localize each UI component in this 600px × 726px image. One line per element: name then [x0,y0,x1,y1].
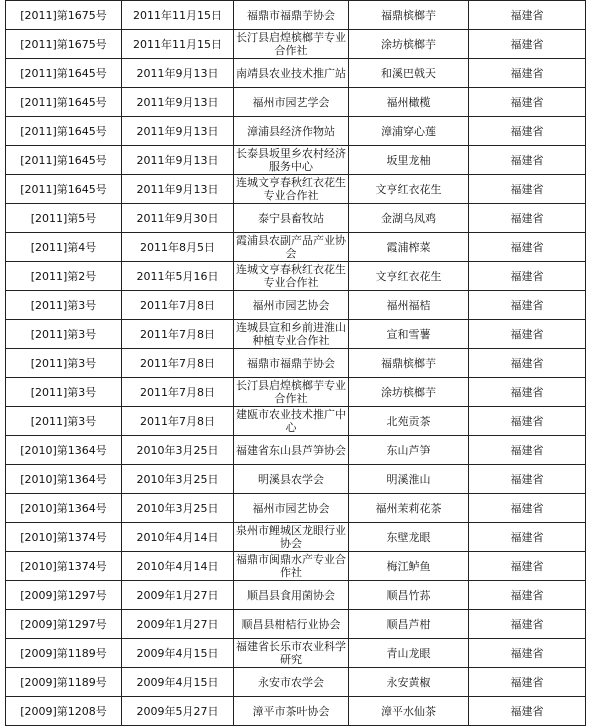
product-name-cell: 东山芦笋 [349,436,469,465]
announcement-number-cell: [2011]第3号 [6,407,122,436]
province-cell: 福建省 [469,581,586,610]
announcement-date-cell: 2011年9月13日 [122,59,234,88]
applicant-organization-cell: 南靖县农业技术推广站 [234,59,349,88]
product-name-cell: 永安黄椒 [349,668,469,697]
table-row [6,320,586,349]
announcement-date-cell: 2009年1月27日 [122,610,234,639]
table-row [6,668,586,697]
announcement-date-cell: 2011年11月15日 [122,1,234,30]
province-cell: 福建省 [469,59,586,88]
province-cell: 福建省 [469,668,586,697]
province-cell: 福建省 [469,204,586,233]
announcement-number-cell: [2011]第3号 [6,320,122,349]
product-name-cell: 和溪巴戟天 [349,59,469,88]
announcement-date-cell: 2011年9月13日 [122,175,234,204]
product-name-cell: 梅江鲈鱼 [349,552,469,581]
table-row [6,639,586,668]
applicant-organization-cell: 连城文亨春秋红衣花生专业合作社 [234,262,349,291]
product-name-cell: 涂坊槟榔芋 [349,30,469,59]
registry-table-container [5,0,586,726]
announcement-number-cell: [2011]第3号 [6,378,122,407]
announcement-date-cell: 2011年11月15日 [122,30,234,59]
product-name-cell: 东壁龙眼 [349,523,469,552]
product-name-cell: 文亨红衣花生 [349,262,469,291]
applicant-organization-cell: 福鼎市闽鼎水产专业合作社 [234,552,349,581]
applicant-organization-cell: 建瓯市农业技术推广中心 [234,407,349,436]
announcement-number-cell: [2011]第1645号 [6,146,122,175]
province-cell: 福建省 [469,610,586,639]
table-row [6,552,586,581]
announcement-number-cell: [2010]第1374号 [6,552,122,581]
table-row [6,494,586,523]
table-row [6,30,586,59]
table-row [6,465,586,494]
product-name-cell: 青山龙眼 [349,639,469,668]
announcement-number-cell: [2010]第1364号 [6,436,122,465]
announcement-date-cell: 2009年4月15日 [122,668,234,697]
product-name-cell: 金湖乌凤鸡 [349,204,469,233]
product-name-cell: 漳平水仙茶 [349,697,469,726]
table-row [6,117,586,146]
table-row [6,523,586,552]
table-row [6,146,586,175]
applicant-organization-cell: 福建省东山县芦笋协会 [234,436,349,465]
product-name-cell: 明溪淮山 [349,465,469,494]
province-cell: 福建省 [469,349,586,378]
announcement-date-cell: 2010年3月25日 [122,436,234,465]
product-name-cell: 漳浦穿心莲 [349,117,469,146]
table-row [6,175,586,204]
applicant-organization-cell: 漳浦县经济作物站 [234,117,349,146]
announcement-number-cell: [2009]第1189号 [6,639,122,668]
applicant-organization-cell: 福州市园艺学会 [234,88,349,117]
applicant-organization-cell: 泉州市鲤城区龙眼行业协会 [234,523,349,552]
table-row [6,233,586,262]
product-name-cell: 霞浦榨菜 [349,233,469,262]
province-cell: 福建省 [469,262,586,291]
announcement-number-cell: [2011]第1645号 [6,175,122,204]
applicant-organization-cell: 霞浦县农副产品产业协会 [234,233,349,262]
product-name-cell: 顺昌竹荪 [349,581,469,610]
announcement-date-cell: 2011年7月8日 [122,407,234,436]
announcement-number-cell: [2009]第1297号 [6,610,122,639]
announcement-date-cell: 2010年4月14日 [122,552,234,581]
product-name-cell: 涂坊槟榔芋 [349,378,469,407]
announcement-date-cell: 2011年9月13日 [122,88,234,117]
applicant-organization-cell: 长汀县启煌槟榔芋专业合作社 [234,378,349,407]
announcement-number-cell: [2010]第1364号 [6,494,122,523]
applicant-organization-cell: 顺昌县食用菌协会 [234,581,349,610]
announcement-date-cell: 2011年5月16日 [122,262,234,291]
province-cell: 福建省 [469,697,586,726]
announcement-number-cell: [2011]第1645号 [6,59,122,88]
product-name-cell: 福州茉莉花茶 [349,494,469,523]
province-cell: 福建省 [469,639,586,668]
announcement-number-cell: [2009]第1189号 [6,668,122,697]
announcement-number-cell: [2009]第1297号 [6,581,122,610]
applicant-organization-cell: 长汀县启煌槟榔芋专业合作社 [234,30,349,59]
announcement-date-cell: 2011年7月8日 [122,291,234,320]
product-name-cell: 北苑贡茶 [349,407,469,436]
province-cell: 福建省 [469,233,586,262]
announcement-number-cell: [2011]第1675号 [6,1,122,30]
geographic-indication-table [5,0,586,726]
announcement-date-cell: 2011年7月8日 [122,378,234,407]
province-cell: 福建省 [469,494,586,523]
announcement-date-cell: 2009年1月27日 [122,581,234,610]
table-row [6,204,586,233]
province-cell: 福建省 [469,1,586,30]
province-cell: 福建省 [469,30,586,59]
applicant-organization-cell: 明溪县农学会 [234,465,349,494]
province-cell: 福建省 [469,146,586,175]
table-row [6,581,586,610]
applicant-organization-cell: 福州市园艺协会 [234,494,349,523]
announcement-number-cell: [2010]第1374号 [6,523,122,552]
table-row [6,436,586,465]
announcement-date-cell: 2009年5月27日 [122,697,234,726]
announcement-date-cell: 2011年9月30日 [122,204,234,233]
product-name-cell: 顺昌芦柑 [349,610,469,639]
product-name-cell: 福鼎槟榔芋 [349,349,469,378]
announcement-number-cell: [2011]第3号 [6,349,122,378]
announcement-date-cell: 2011年8月5日 [122,233,234,262]
product-name-cell: 文亨红衣花生 [349,175,469,204]
announcement-number-cell: [2011]第1645号 [6,88,122,117]
province-cell: 福建省 [469,291,586,320]
province-cell: 福建省 [469,378,586,407]
table-row [6,349,586,378]
applicant-organization-cell: 连城县宣和乡前进淮山种植专业合作社 [234,320,349,349]
province-cell: 福建省 [469,436,586,465]
product-name-cell: 福州橄榄 [349,88,469,117]
announcement-date-cell: 2011年7月8日 [122,320,234,349]
applicant-organization-cell: 长泰县坂里乡农村经济服务中心 [234,146,349,175]
table-row [6,697,586,726]
announcement-number-cell: [2011]第2号 [6,262,122,291]
province-cell: 福建省 [469,320,586,349]
table-row [6,59,586,88]
announcement-date-cell: 2011年7月8日 [122,349,234,378]
announcement-date-cell: 2010年3月25日 [122,465,234,494]
announcement-number-cell: [2011]第3号 [6,291,122,320]
product-name-cell: 福州福桔 [349,291,469,320]
table-row [6,88,586,117]
province-cell: 福建省 [469,552,586,581]
applicant-organization-cell: 福建省长乐市农业科学研究 [234,639,349,668]
product-name-cell: 坂里龙柚 [349,146,469,175]
applicant-organization-cell: 福州市园艺协会 [234,291,349,320]
table-row [6,378,586,407]
table-row [6,610,586,639]
province-cell: 福建省 [469,465,586,494]
applicant-organization-cell: 漳平市茶叶协会 [234,697,349,726]
announcement-number-cell: [2011]第1645号 [6,117,122,146]
applicant-organization-cell: 福鼎市福鼎芋协会 [234,1,349,30]
announcement-number-cell: [2009]第1208号 [6,697,122,726]
announcement-number-cell: [2010]第1364号 [6,465,122,494]
announcement-number-cell: [2011]第1675号 [6,30,122,59]
announcement-number-cell: [2011]第5号 [6,204,122,233]
province-cell: 福建省 [469,523,586,552]
province-cell: 福建省 [469,88,586,117]
announcement-date-cell: 2011年9月13日 [122,146,234,175]
table-row [6,1,586,30]
applicant-organization-cell: 福鼎市福鼎芋协会 [234,349,349,378]
table-body [6,1,586,726]
announcement-date-cell: 2010年3月25日 [122,494,234,523]
province-cell: 福建省 [469,175,586,204]
product-name-cell: 宣和雪薯 [349,320,469,349]
applicant-organization-cell: 连城文亨春秋红衣花生专业合作社 [234,175,349,204]
applicant-organization-cell: 泰宁县畜牧站 [234,204,349,233]
table-row [6,407,586,436]
announcement-date-cell: 2010年4月14日 [122,523,234,552]
province-cell: 福建省 [469,117,586,146]
product-name-cell: 福鼎槟榔芋 [349,1,469,30]
table-row [6,262,586,291]
applicant-organization-cell: 永安市农学会 [234,668,349,697]
table-row [6,291,586,320]
announcement-date-cell: 2009年4月15日 [122,639,234,668]
announcement-date-cell: 2011年9月13日 [122,117,234,146]
announcement-number-cell: [2011]第4号 [6,233,122,262]
applicant-organization-cell: 顺昌县柑桔行业协会 [234,610,349,639]
province-cell: 福建省 [469,407,586,436]
